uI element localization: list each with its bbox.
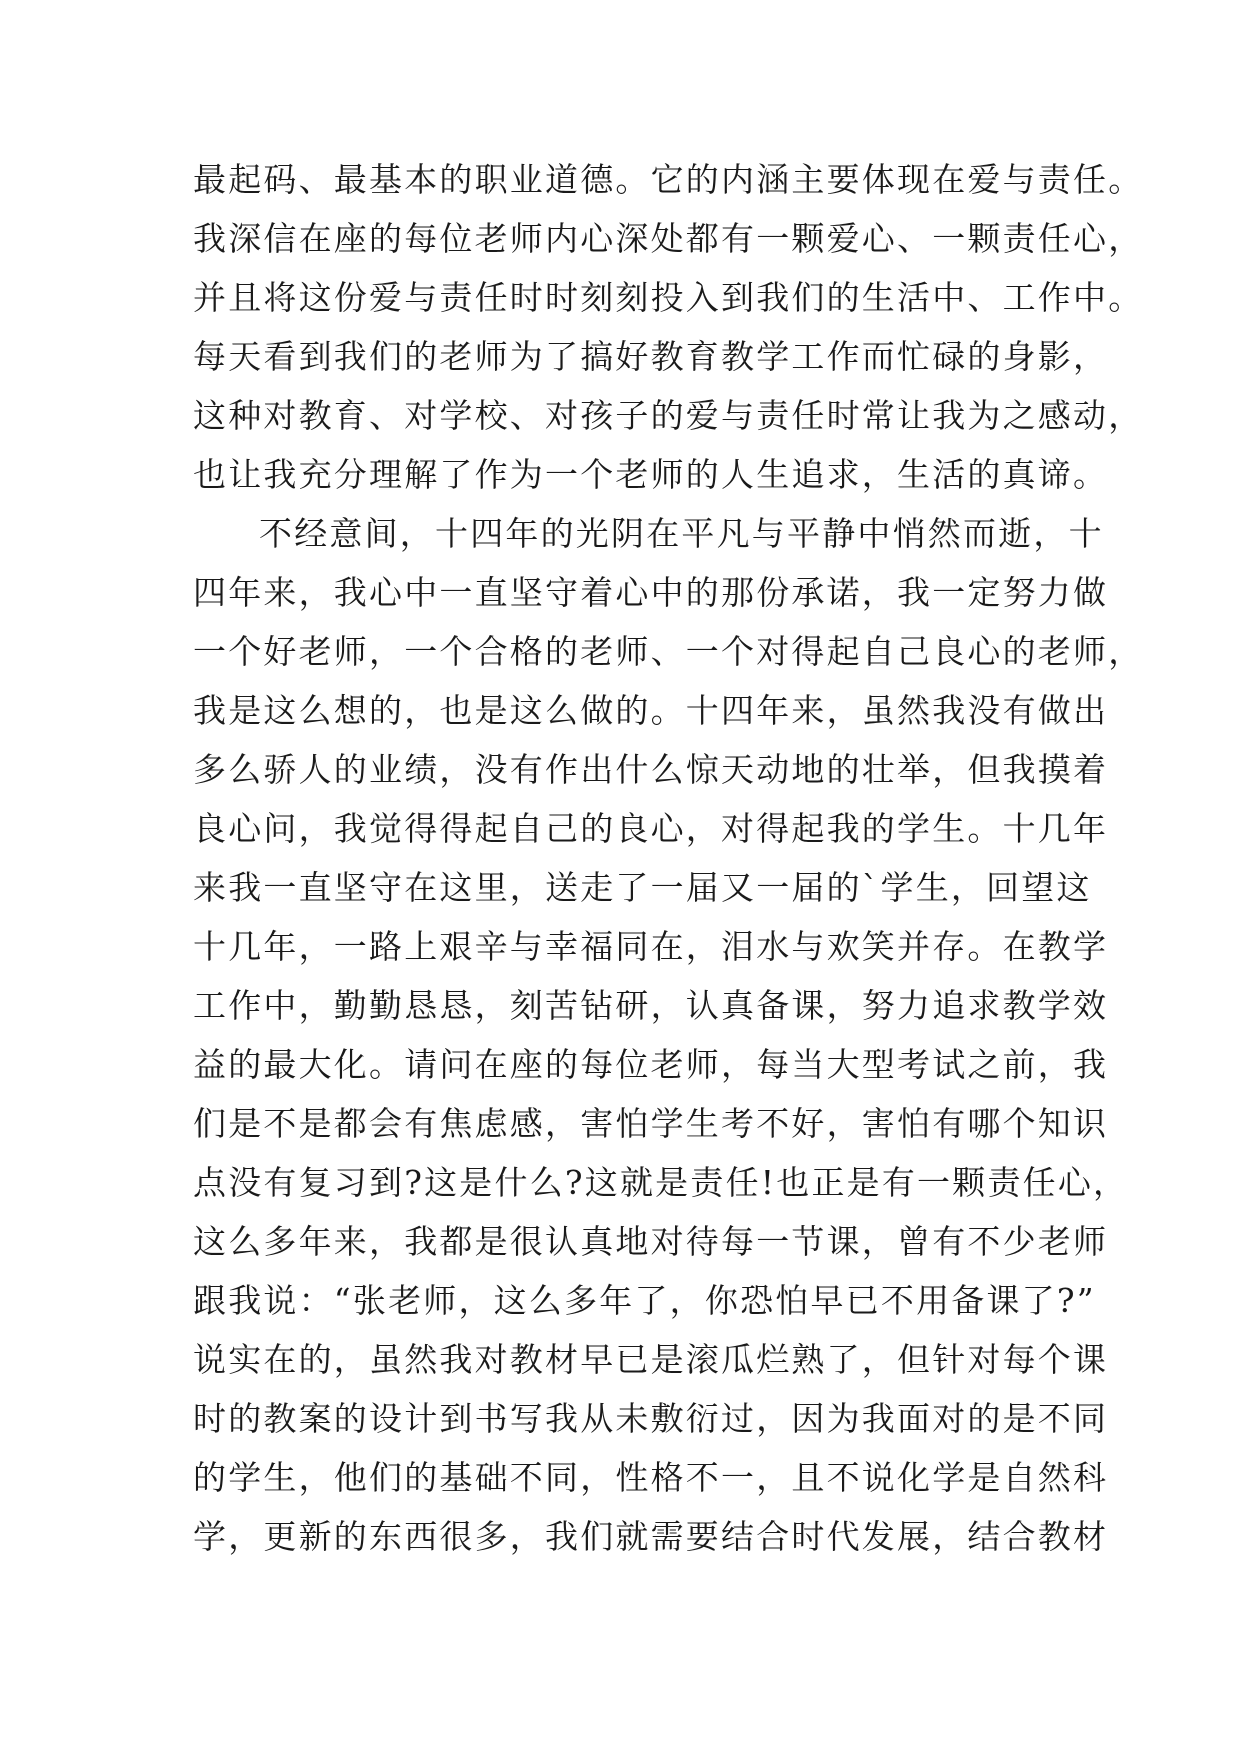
- text-line: 学，更新的东西很多，我们就需要结合时代发展，结合教材: [193, 1517, 1109, 1556]
- text-line: 说实在的，虽然我对教材早已是滚瓜烂熟了，但针对每个课: [193, 1340, 1109, 1379]
- text-line: 们是不是都会有焦虑感，害怕学生考不好，害怕有哪个知识: [193, 1104, 1109, 1143]
- text-line: 时的教案的设计到书写我从未敷衍过，因为我面对的是不同: [193, 1399, 1109, 1438]
- text-line: 良心问，我觉得得起自己的良心，对得起我的学生。十几年: [193, 809, 1109, 848]
- text-line: 最起码、最基本的职业道德。它的内涵主要体现在爱与责任。: [193, 160, 1144, 199]
- text-line: 这么多年来，我都是很认真地对待每一节课，曾有不少老师: [193, 1222, 1109, 1261]
- text-line: 点没有复习到?这是什么?这就是责任!也正是有一颗责任心，: [193, 1163, 1129, 1202]
- text-line: 并且将这份爱与责任时时刻刻投入到我们的生活中、工作中。: [193, 278, 1144, 317]
- text-line: 十几年，一路上艰辛与幸福同在，泪水与欢笑并存。在教学: [193, 927, 1109, 966]
- text-line: 跟我说：“张老师，这么多年了，你恐怕早已不用备课了?”: [193, 1281, 1096, 1320]
- body-text: [193, 158, 1144, 1574]
- text-line: 也让我充分理解了作为一个老师的人生追求，生活的真谛。: [193, 455, 1109, 494]
- text-line: 多么骄人的业绩，没有作出什么惊天动地的壮举，但我摸着: [193, 750, 1109, 789]
- text-line: 工作中，勤勤恳恳，刻苦钻研，认真备课，努力追求教学效: [193, 986, 1109, 1025]
- text-line: 的学生，他们的基础不同，性格不一，且不说化学是自然科: [193, 1458, 1109, 1497]
- text-line: 一个好老师，一个合格的老师、一个对得起自己良心的老师，: [193, 632, 1144, 671]
- text-line: 四年来，我心中一直坚守着心中的那份承诺，我一定努力做: [193, 573, 1109, 612]
- text-line: 益的最大化。请问在座的每位老师，每当大型考试之前，我: [193, 1045, 1109, 1084]
- text-line: 每天看到我们的老师为了搞好教育教学工作而忙碌的身影，: [193, 337, 1109, 376]
- text-line: 这种对教育、对学校、对孩子的爱与责任时常让我为之感动，: [193, 396, 1144, 435]
- text-line: 我深信在座的每位老师内心深处都有一颗爱心、一颗责任心，: [193, 219, 1144, 258]
- paragraph-first-line: 不经意间，十四年的光阴在平凡与平静中悄然而逝，十: [259, 514, 1104, 553]
- text-line: 我是这么想的，也是这么做的。十四年来，虽然我没有做出: [193, 691, 1109, 730]
- text-line: 来我一直坚守在这里，送走了一届又一届的`学生，回望这: [193, 868, 1092, 907]
